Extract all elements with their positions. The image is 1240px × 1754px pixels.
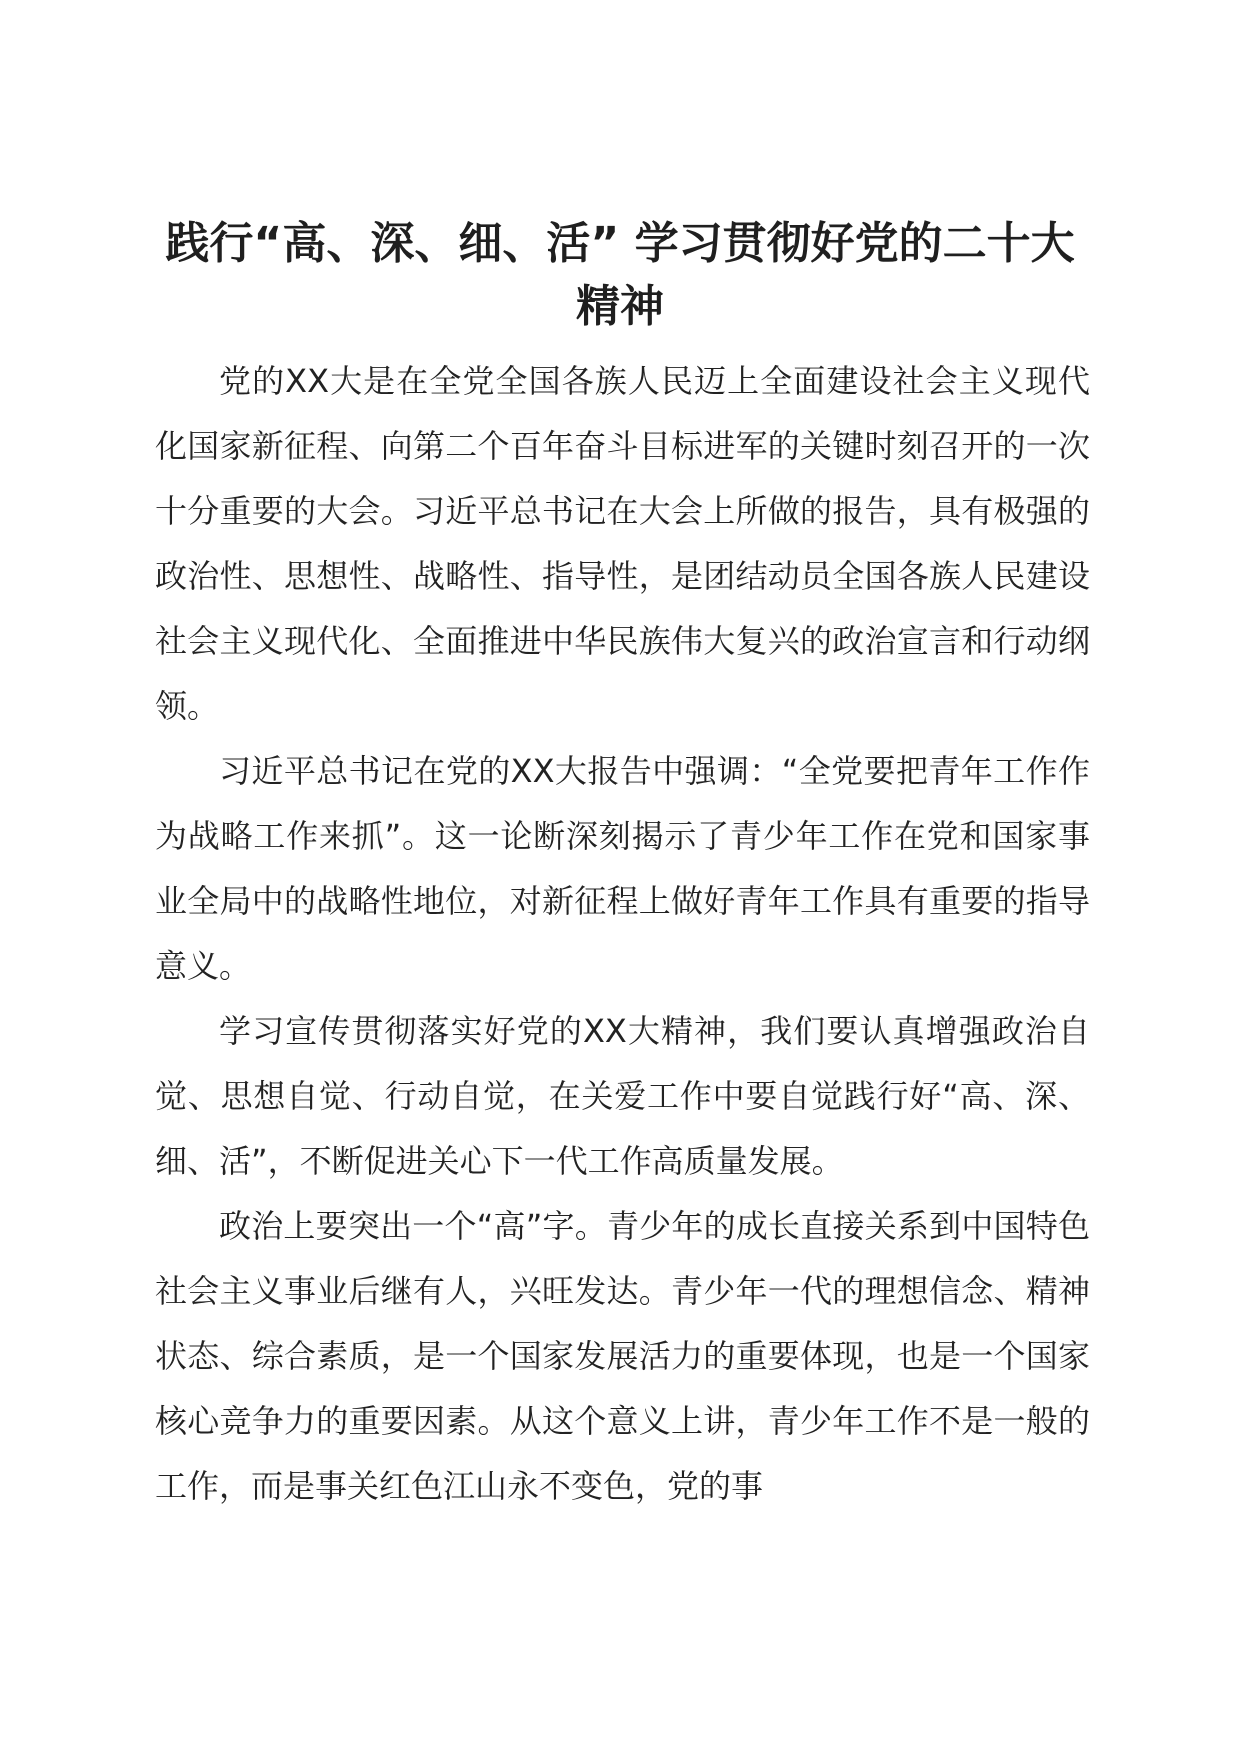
document-body bbox=[155, 349, 1090, 1519]
paragraph-1: 党的XX大是在全党全国各族人民迈上全面建设社会主义现代化国家新征程、向第二个百年奋斗目标进军的关键时刻召开的一次十分重要的大会。习近平总书记在大会上所做的报告，具有极强的政治性、思想性、战略性、指导性，是团结动员全国各族人民建设社会主义现代化、全面推进中华民族伟大复兴的政治宣言和行动纲领。 bbox=[155, 362, 1090, 725]
document-title: 践行“高、深、细、活” 学习贯彻好党的二十大精神 bbox=[165, 218, 1075, 332]
paragraph-2: 习近平总书记在党的XX大报告中强调：“全党要把青年工作作为战略工作来抓”。这一论断深刻揭示了青少年工作在党和国家事业全局中的战略性地位，对新征程上做好青年工作具有重要的指导意义。 bbox=[155, 752, 1090, 985]
paragraph-3: 学习宣传贯彻落实好党的XX大精神，我们要认真增强政治自觉、思想自觉、行动自觉，在关爱工作中要自觉践行好“高、深、细、活”，不断促进关心下一代工作高质量发展。 bbox=[155, 1012, 1090, 1180]
paragraph-4: 政治上要突出一个“高”字。青少年的成长直接关系到中国特色社会主义事业后继有人，兴旺发达。青少年一代的理想信念、精神状态、综合素质，是一个国家发展活力的重要体现，也是一个国家核心竞争力的重要因素。从这个意义上讲，青少年工作不是一般的工作，而是事关红色江山永不变色，党的事 bbox=[155, 1207, 1090, 1505]
